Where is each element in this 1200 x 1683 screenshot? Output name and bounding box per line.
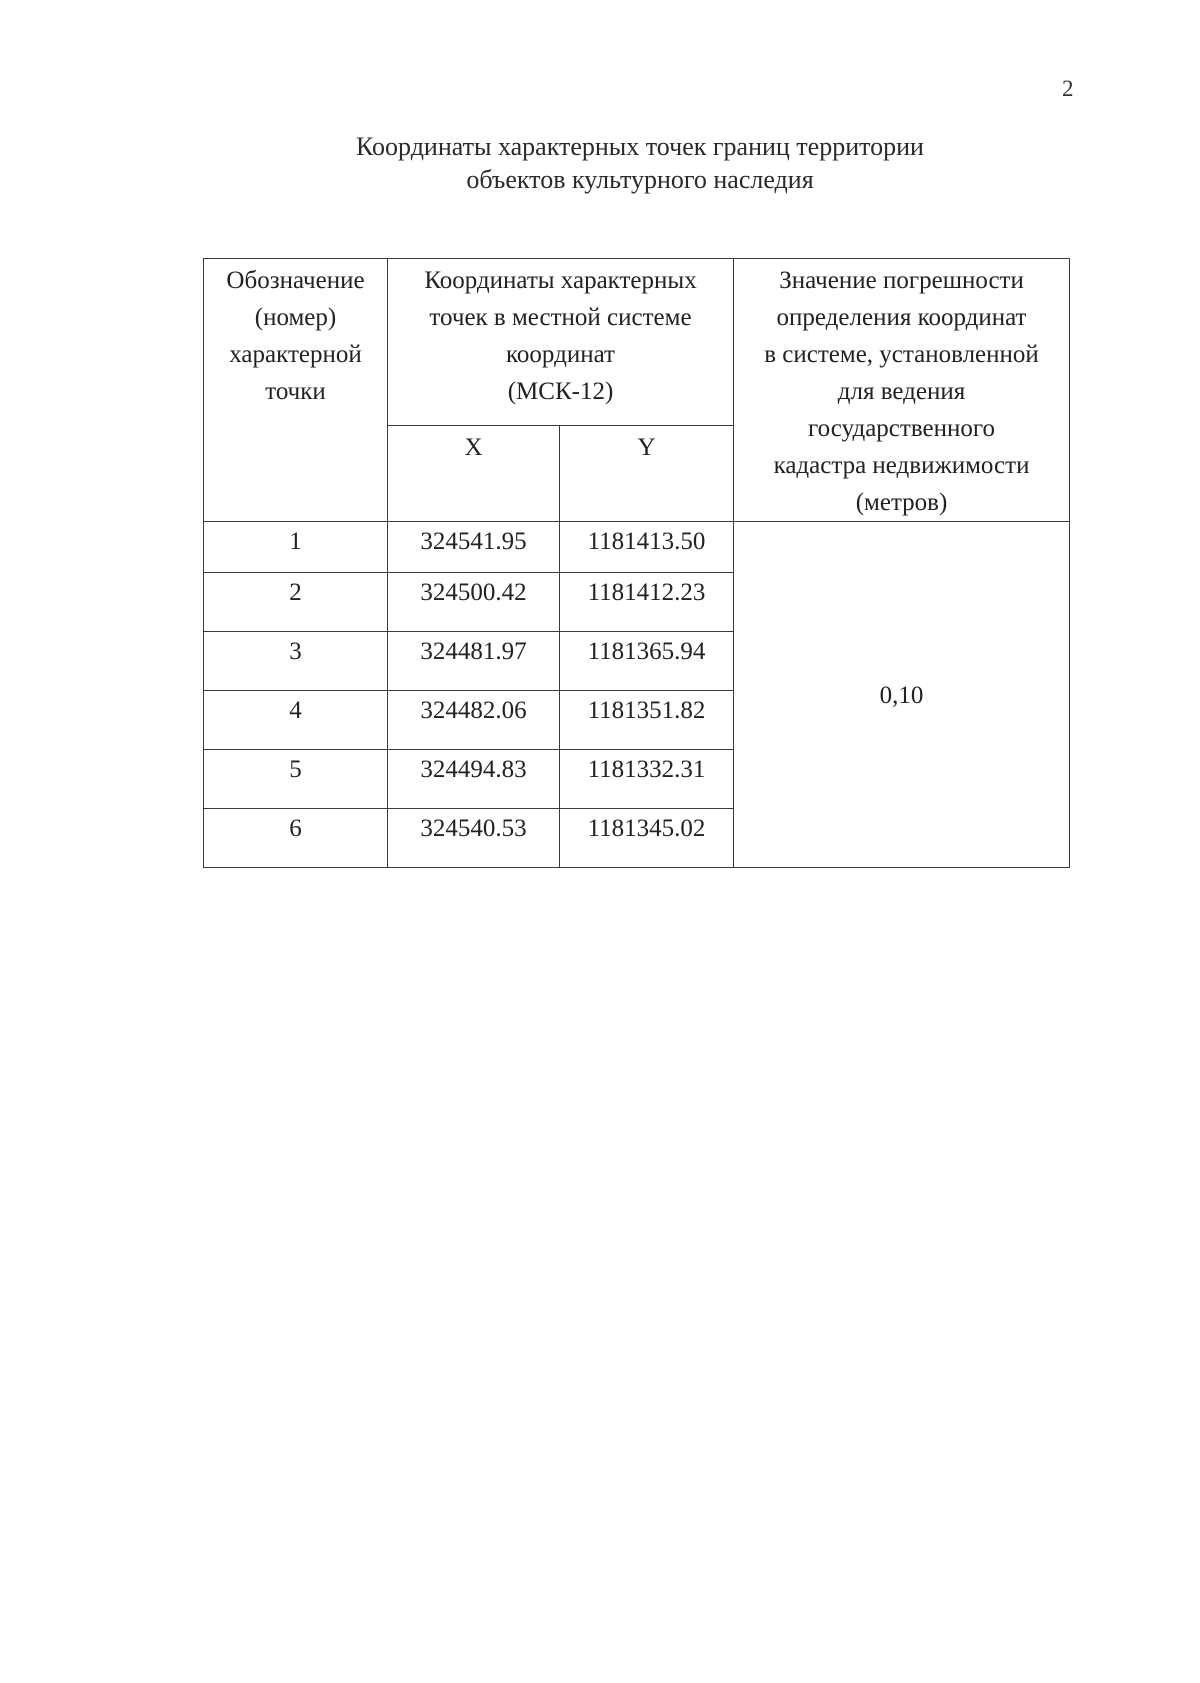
coordinates-table bbox=[203, 258, 1070, 868]
cell-y: 1181332.31 bbox=[560, 750, 734, 809]
table-header-row bbox=[204, 259, 1070, 426]
header-coordinates: Координаты характерных точек в местной системе координат (МСК-12) bbox=[388, 259, 734, 426]
cell-point: 1 bbox=[204, 522, 388, 573]
header-point-designation: Обозначение (номер) характерной точки bbox=[204, 259, 388, 522]
table-row bbox=[204, 522, 1070, 573]
header-accuracy: Значение погрешности определения координат в системе, установленной для ведения государственного кадастра недвижимости (метров) bbox=[734, 259, 1070, 522]
cell-x: 324482.06 bbox=[388, 691, 560, 750]
cell-x: 324540.53 bbox=[388, 809, 560, 868]
page-title-line-1: Координаты характерных точек границ территории bbox=[356, 132, 924, 161]
cell-x: 324494.83 bbox=[388, 750, 560, 809]
cell-accuracy-value: 0,10 bbox=[734, 522, 1070, 868]
header-x: X bbox=[388, 426, 560, 522]
cell-x: 324541.95 bbox=[388, 522, 560, 573]
page-title bbox=[200, 130, 1080, 196]
cell-point: 5 bbox=[204, 750, 388, 809]
cell-y: 1181413.50 bbox=[560, 522, 734, 573]
cell-point: 2 bbox=[204, 573, 388, 632]
page-title-line-2: объектов культурного наследия bbox=[466, 165, 814, 194]
header-y: Y bbox=[560, 426, 734, 522]
cell-point: 4 bbox=[204, 691, 388, 750]
cell-y: 1181351.82 bbox=[560, 691, 734, 750]
cell-y: 1181365.94 bbox=[560, 632, 734, 691]
cell-x: 324500.42 bbox=[388, 573, 560, 632]
cell-point: 3 bbox=[204, 632, 388, 691]
cell-y: 1181345.02 bbox=[560, 809, 734, 868]
page-number: 2 bbox=[1062, 76, 1074, 101]
cell-y: 1181412.23 bbox=[560, 573, 734, 632]
cell-point: 6 bbox=[204, 809, 388, 868]
cell-x: 324481.97 bbox=[388, 632, 560, 691]
